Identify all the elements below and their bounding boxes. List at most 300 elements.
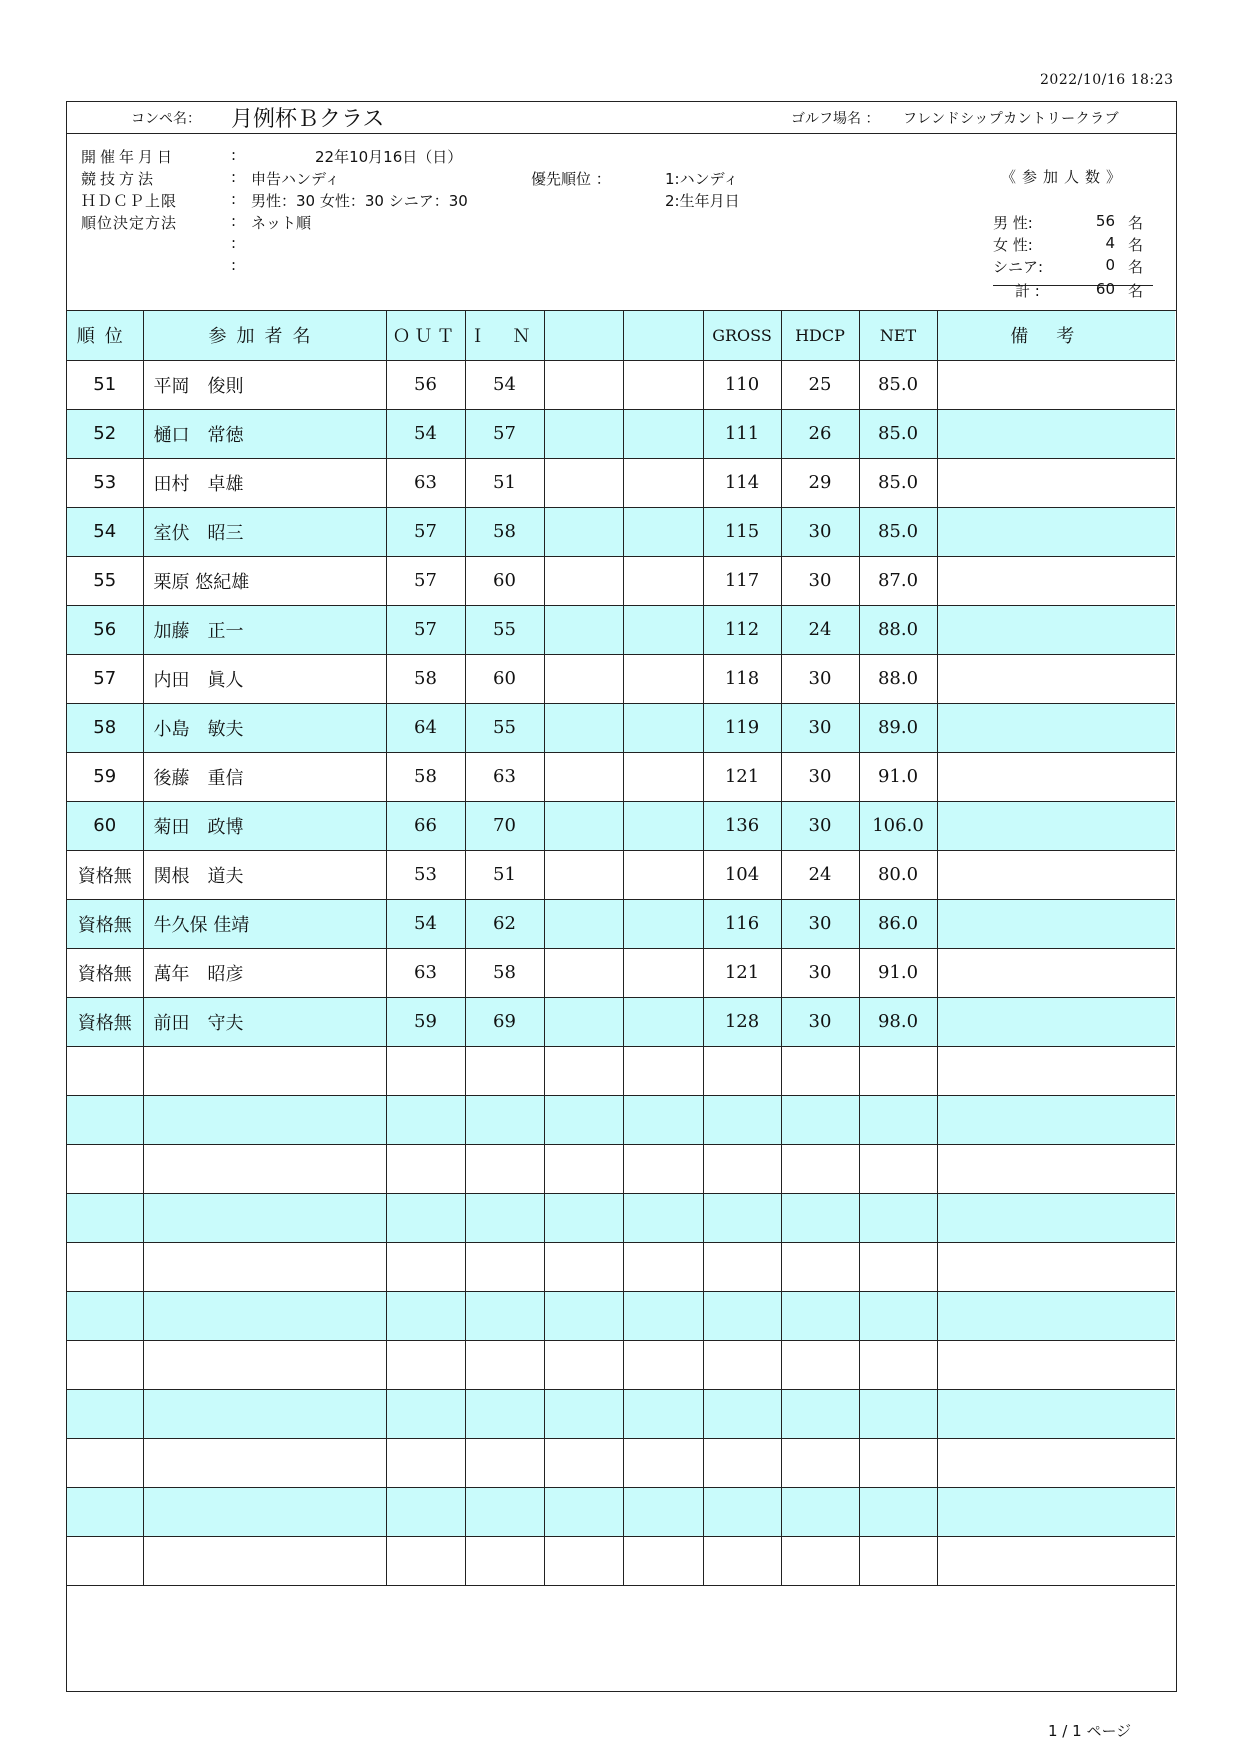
- hdcp-cell: 30: [781, 507, 859, 556]
- out-score-cell: 54: [386, 409, 465, 458]
- empty-cell: [386, 1438, 465, 1487]
- blank-cell: [623, 605, 703, 654]
- print-timestamp: 2022/10/16 18:23: [1040, 72, 1174, 88]
- empty-cell: [386, 1536, 465, 1585]
- empty-cell: [937, 1536, 1175, 1585]
- hdcp-cell: 30: [781, 556, 859, 605]
- table-row: [67, 556, 1175, 605]
- name-cell: 後藤 重信: [143, 752, 386, 801]
- empty-cell: [386, 1340, 465, 1389]
- out-score-cell: 64: [386, 703, 465, 752]
- header-note: 備考: [937, 311, 1175, 360]
- competition-label: コンペ名：: [131, 111, 201, 127]
- ranking-value: ネット順: [251, 214, 312, 232]
- blank-colon-1: :: [231, 234, 237, 252]
- out-score-cell: 57: [386, 507, 465, 556]
- hdcp-cell: 30: [781, 752, 859, 801]
- rank-cell: 53: [67, 458, 143, 507]
- empty-cell: [386, 1144, 465, 1193]
- empty-cell: [143, 1095, 386, 1144]
- male-count: 56: [1095, 212, 1115, 230]
- net-cell: 87.0: [859, 556, 937, 605]
- empty-cell: [465, 1242, 544, 1291]
- method-row: [81, 168, 841, 190]
- empty-cell: [544, 1389, 623, 1438]
- rank-cell: 58: [67, 703, 143, 752]
- table-row: [67, 850, 1175, 899]
- rank-cell: 57: [67, 654, 143, 703]
- header-gross: GROSS: [703, 311, 781, 360]
- empty-cell: [937, 1291, 1175, 1340]
- blank-cell: [623, 409, 703, 458]
- blank-cell: [544, 507, 623, 556]
- empty-table-row: [67, 1193, 1175, 1242]
- blank-cell: [544, 360, 623, 409]
- empty-table-row: [67, 1291, 1175, 1340]
- blank-cell: [623, 360, 703, 409]
- out-score-cell: 63: [386, 458, 465, 507]
- header-out: ＯＵＴ: [386, 311, 465, 360]
- net-cell: 85.0: [859, 360, 937, 409]
- table-row: [67, 507, 1175, 556]
- total-count: 60: [1095, 280, 1115, 298]
- empty-table-row: [67, 1389, 1175, 1438]
- header-blank-1: [544, 311, 623, 360]
- method-colon: :: [231, 168, 237, 186]
- empty-cell: [67, 1536, 143, 1585]
- table-row: [67, 899, 1175, 948]
- empty-cell: [623, 1144, 703, 1193]
- note-cell: [937, 360, 1175, 409]
- empty-cell: [937, 1438, 1175, 1487]
- female-label: 女 性:: [993, 236, 1033, 254]
- hdcp-cell: 29: [781, 458, 859, 507]
- net-cell: 86.0: [859, 899, 937, 948]
- blank-cell: [623, 654, 703, 703]
- empty-cell: [781, 1340, 859, 1389]
- empty-cell: [859, 1291, 937, 1340]
- out-score-cell: 57: [386, 556, 465, 605]
- out-score-cell: 57: [386, 605, 465, 654]
- note-cell: [937, 850, 1175, 899]
- net-cell: 88.0: [859, 654, 937, 703]
- empty-cell: [67, 1389, 143, 1438]
- total-unit: 名: [1127, 282, 1143, 300]
- empty-cell: [859, 1095, 937, 1144]
- note-cell: [937, 899, 1175, 948]
- empty-cell: [386, 1242, 465, 1291]
- net-cell: 89.0: [859, 703, 937, 752]
- blank-cell: [544, 605, 623, 654]
- empty-cell: [623, 1095, 703, 1144]
- rank-cell: 54: [67, 507, 143, 556]
- male-count-row: [993, 212, 1143, 234]
- empty-cell: [67, 1144, 143, 1193]
- blank-cell: [544, 948, 623, 997]
- empty-cell: [859, 1487, 937, 1536]
- empty-cell: [465, 1438, 544, 1487]
- empty-cell: [703, 1242, 781, 1291]
- empty-table-row: [67, 1046, 1175, 1095]
- empty-cell: [67, 1095, 143, 1144]
- out-score-cell: 63: [386, 948, 465, 997]
- in-score-cell: 55: [465, 703, 544, 752]
- empty-cell: [544, 1438, 623, 1487]
- name-cell: 栗原 悠紀雄: [143, 556, 386, 605]
- empty-cell: [703, 1046, 781, 1095]
- empty-cell: [623, 1242, 703, 1291]
- table-row: [67, 654, 1175, 703]
- name-cell: 平岡 俊則: [143, 360, 386, 409]
- blank-cell: [544, 654, 623, 703]
- table-row: [67, 801, 1175, 850]
- name-cell: 樋口 常徳: [143, 409, 386, 458]
- title-bar: [67, 102, 1176, 134]
- note-cell: [937, 458, 1175, 507]
- hdcp-cell: 25: [781, 360, 859, 409]
- blank-cell: [623, 507, 703, 556]
- net-cell: 88.0: [859, 605, 937, 654]
- empty-cell: [143, 1389, 386, 1438]
- results-body: [67, 360, 1175, 1585]
- senior-label: シニア:: [993, 258, 1044, 276]
- empty-cell: [544, 1095, 623, 1144]
- gross-cell: 119: [703, 703, 781, 752]
- net-cell: 106.0: [859, 801, 937, 850]
- out-score-cell: 58: [386, 752, 465, 801]
- empty-cell: [67, 1291, 143, 1340]
- rank-cell: 51: [67, 360, 143, 409]
- empty-cell: [544, 1487, 623, 1536]
- method-value: 申告ハンディ: [251, 170, 340, 188]
- blank-cell: [623, 703, 703, 752]
- empty-cell: [67, 1193, 143, 1242]
- empty-cell: [859, 1193, 937, 1242]
- empty-cell: [859, 1536, 937, 1585]
- competition-name: 月例杯Ｂクラス: [231, 107, 385, 132]
- empty-cell: [143, 1144, 386, 1193]
- empty-cell: [544, 1144, 623, 1193]
- empty-cell: [703, 1438, 781, 1487]
- blank-cell: [544, 556, 623, 605]
- in-score-cell: 63: [465, 752, 544, 801]
- empty-cell: [937, 1046, 1175, 1095]
- empty-cell: [623, 1046, 703, 1095]
- table-row: [67, 458, 1175, 507]
- empty-cell: [623, 1536, 703, 1585]
- empty-cell: [937, 1340, 1175, 1389]
- note-cell: [937, 997, 1175, 1046]
- empty-cell: [465, 1487, 544, 1536]
- table-row: [67, 703, 1175, 752]
- empty-cell: [67, 1242, 143, 1291]
- table-row: [67, 605, 1175, 654]
- blank-cell: [623, 997, 703, 1046]
- in-score-cell: 62: [465, 899, 544, 948]
- empty-cell: [937, 1242, 1175, 1291]
- name-cell: 室伏 昭三: [143, 507, 386, 556]
- header-net: NET: [859, 311, 937, 360]
- empty-cell: [859, 1144, 937, 1193]
- empty-table-row: [67, 1487, 1175, 1536]
- empty-cell: [703, 1193, 781, 1242]
- empty-table-row: [67, 1536, 1175, 1585]
- course-name: フレンドシップカントリークラブ: [903, 111, 1120, 127]
- blank-cell: [544, 997, 623, 1046]
- empty-cell: [465, 1536, 544, 1585]
- date-label: 開催年月日: [81, 148, 177, 166]
- note-cell: [937, 752, 1175, 801]
- gross-cell: 111: [703, 409, 781, 458]
- blank-cell: [623, 948, 703, 997]
- gross-cell: 116: [703, 899, 781, 948]
- blank-cell: [544, 850, 623, 899]
- date-value: 22年10月16日（日）: [315, 148, 463, 166]
- results-table: [67, 311, 1175, 1586]
- note-cell: [937, 507, 1175, 556]
- out-score-cell: 59: [386, 997, 465, 1046]
- name-cell: 牛久保 佳靖: [143, 899, 386, 948]
- net-cell: 80.0: [859, 850, 937, 899]
- empty-cell: [623, 1291, 703, 1340]
- page-number: 1 / 1 ページ: [1048, 1722, 1132, 1740]
- in-score-cell: 60: [465, 556, 544, 605]
- empty-cell: [781, 1487, 859, 1536]
- blank-cell: [623, 899, 703, 948]
- gross-cell: 115: [703, 507, 781, 556]
- empty-cell: [386, 1046, 465, 1095]
- empty-cell: [781, 1242, 859, 1291]
- priority-2: 2:生年月日: [665, 192, 740, 210]
- empty-cell: [544, 1193, 623, 1242]
- date-colon: :: [231, 146, 237, 164]
- in-score-cell: 54: [465, 360, 544, 409]
- empty-cell: [859, 1438, 937, 1487]
- empty-cell: [544, 1291, 623, 1340]
- empty-cell: [67, 1340, 143, 1389]
- ranking-colon: :: [231, 212, 237, 230]
- male-unit: 名: [1127, 214, 1143, 232]
- hdcp-colon: :: [231, 190, 237, 208]
- gross-cell: 117: [703, 556, 781, 605]
- gross-cell: 114: [703, 458, 781, 507]
- in-score-cell: 60: [465, 654, 544, 703]
- in-score-cell: 51: [465, 458, 544, 507]
- empty-cell: [781, 1389, 859, 1438]
- rank-cell: 59: [67, 752, 143, 801]
- priority-1: 1:ハンディ: [665, 170, 739, 188]
- female-count: 4: [1105, 234, 1115, 252]
- rank-cell: 資格無: [67, 850, 143, 899]
- empty-cell: [386, 1193, 465, 1242]
- empty-cell: [386, 1291, 465, 1340]
- empty-cell: [859, 1389, 937, 1438]
- gross-cell: 121: [703, 948, 781, 997]
- gross-cell: 110: [703, 360, 781, 409]
- total-label: 計 :: [1015, 282, 1040, 300]
- empty-cell: [386, 1095, 465, 1144]
- net-cell: 91.0: [859, 752, 937, 801]
- senior-count: 0: [1105, 256, 1115, 274]
- rank-cell: 52: [67, 409, 143, 458]
- blank-cell: [544, 899, 623, 948]
- net-cell: 98.0: [859, 997, 937, 1046]
- blank-cell: [544, 458, 623, 507]
- hdcp-cell: 30: [781, 997, 859, 1046]
- table-row: [67, 752, 1175, 801]
- blank-cell: [623, 458, 703, 507]
- participant-count-title: 《参加人数》: [1001, 168, 1128, 186]
- name-cell: 前田 守夫: [143, 997, 386, 1046]
- note-cell: [937, 948, 1175, 997]
- empty-cell: [781, 1046, 859, 1095]
- blank-cell: [623, 556, 703, 605]
- blank-colon-2: :: [231, 256, 237, 274]
- empty-cell: [143, 1438, 386, 1487]
- blank-cell: [623, 752, 703, 801]
- rank-cell: 60: [67, 801, 143, 850]
- net-cell: 91.0: [859, 948, 937, 997]
- empty-cell: [623, 1340, 703, 1389]
- gross-cell: 121: [703, 752, 781, 801]
- note-cell: [937, 703, 1175, 752]
- empty-cell: [544, 1242, 623, 1291]
- hdcp-cell: 24: [781, 850, 859, 899]
- gross-cell: 136: [703, 801, 781, 850]
- empty-cell: [465, 1291, 544, 1340]
- empty-cell: [386, 1487, 465, 1536]
- header-hdcp: HDCP: [781, 311, 859, 360]
- hdcp-cell: 30: [781, 654, 859, 703]
- empty-cell: [937, 1389, 1175, 1438]
- female-count-row: [993, 234, 1143, 256]
- name-cell: 菊田 政博: [143, 801, 386, 850]
- in-score-cell: 55: [465, 605, 544, 654]
- empty-cell: [465, 1193, 544, 1242]
- header-in: Ｉ Ｎ: [465, 311, 544, 360]
- senior-unit: 名: [1127, 258, 1143, 276]
- empty-table-row: [67, 1438, 1175, 1487]
- empty-cell: [465, 1389, 544, 1438]
- empty-table-row: [67, 1242, 1175, 1291]
- senior-count-row: [993, 256, 1143, 278]
- hdcp-row: [81, 190, 841, 212]
- table-row: [67, 409, 1175, 458]
- empty-table-row: [67, 1144, 1175, 1193]
- table-row: [67, 360, 1175, 409]
- rank-cell: 資格無: [67, 997, 143, 1046]
- in-score-cell: 58: [465, 507, 544, 556]
- blank-cell: [544, 703, 623, 752]
- rank-cell: 56: [67, 605, 143, 654]
- empty-cell: [781, 1291, 859, 1340]
- empty-table-row: [67, 1095, 1175, 1144]
- empty-cell: [544, 1046, 623, 1095]
- empty-cell: [465, 1046, 544, 1095]
- note-cell: [937, 654, 1175, 703]
- blank-cell: [623, 801, 703, 850]
- empty-cell: [859, 1340, 937, 1389]
- female-unit: 名: [1127, 236, 1143, 254]
- empty-cell: [143, 1536, 386, 1585]
- note-cell: [937, 801, 1175, 850]
- rank-cell: 55: [67, 556, 143, 605]
- empty-cell: [703, 1095, 781, 1144]
- blank-cell: [544, 752, 623, 801]
- hdcp-cell: 30: [781, 703, 859, 752]
- empty-table-row: [67, 1340, 1175, 1389]
- blank-cell: [544, 409, 623, 458]
- rank-cell: 資格無: [67, 948, 143, 997]
- empty-cell: [781, 1095, 859, 1144]
- empty-cell: [703, 1144, 781, 1193]
- note-cell: [937, 605, 1175, 654]
- net-cell: 85.0: [859, 409, 937, 458]
- ranking-label: 順位決定方法: [81, 214, 178, 232]
- male-label: 男 性:: [993, 214, 1033, 232]
- empty-cell: [703, 1487, 781, 1536]
- gross-cell: 112: [703, 605, 781, 654]
- hdcp-cell: 30: [781, 948, 859, 997]
- empty-cell: [143, 1193, 386, 1242]
- in-score-cell: 69: [465, 997, 544, 1046]
- in-score-cell: 70: [465, 801, 544, 850]
- empty-cell: [703, 1536, 781, 1585]
- in-score-cell: 57: [465, 409, 544, 458]
- empty-cell: [703, 1291, 781, 1340]
- name-cell: 関根 道夫: [143, 850, 386, 899]
- name-cell: 内田 眞人: [143, 654, 386, 703]
- hdcp-value: 男性：30 女性：30 シニア：30: [251, 192, 468, 210]
- empty-cell: [859, 1046, 937, 1095]
- score-sheet: [66, 101, 1177, 1692]
- empty-cell: [143, 1046, 386, 1095]
- out-score-cell: 66: [386, 801, 465, 850]
- header-name: 参加者名: [143, 311, 386, 360]
- out-score-cell: 53: [386, 850, 465, 899]
- total-count-row: [993, 280, 1143, 302]
- name-cell: 萬年 昭彦: [143, 948, 386, 997]
- empty-cell: [937, 1193, 1175, 1242]
- competition-info: [67, 134, 1176, 311]
- empty-cell: [143, 1340, 386, 1389]
- header-rank: 順位: [67, 311, 143, 360]
- empty-cell: [386, 1389, 465, 1438]
- priority-label: 優先順位 ：: [531, 170, 611, 188]
- note-cell: [937, 409, 1175, 458]
- table-row: [67, 948, 1175, 997]
- empty-cell: [623, 1438, 703, 1487]
- empty-cell: [623, 1487, 703, 1536]
- empty-cell: [544, 1340, 623, 1389]
- net-cell: 85.0: [859, 458, 937, 507]
- out-score-cell: 56: [386, 360, 465, 409]
- gross-cell: 104: [703, 850, 781, 899]
- empty-cell: [67, 1487, 143, 1536]
- hdcp-cell: 26: [781, 409, 859, 458]
- empty-cell: [465, 1340, 544, 1389]
- hdcp-cell: 30: [781, 801, 859, 850]
- empty-cell: [623, 1193, 703, 1242]
- name-cell: 田村 卓雄: [143, 458, 386, 507]
- name-cell: 小島 敏夫: [143, 703, 386, 752]
- out-score-cell: 54: [386, 899, 465, 948]
- empty-cell: [937, 1144, 1175, 1193]
- in-score-cell: 51: [465, 850, 544, 899]
- net-cell: 85.0: [859, 507, 937, 556]
- hdcp-cell: 30: [781, 899, 859, 948]
- hdcp-cell: 24: [781, 605, 859, 654]
